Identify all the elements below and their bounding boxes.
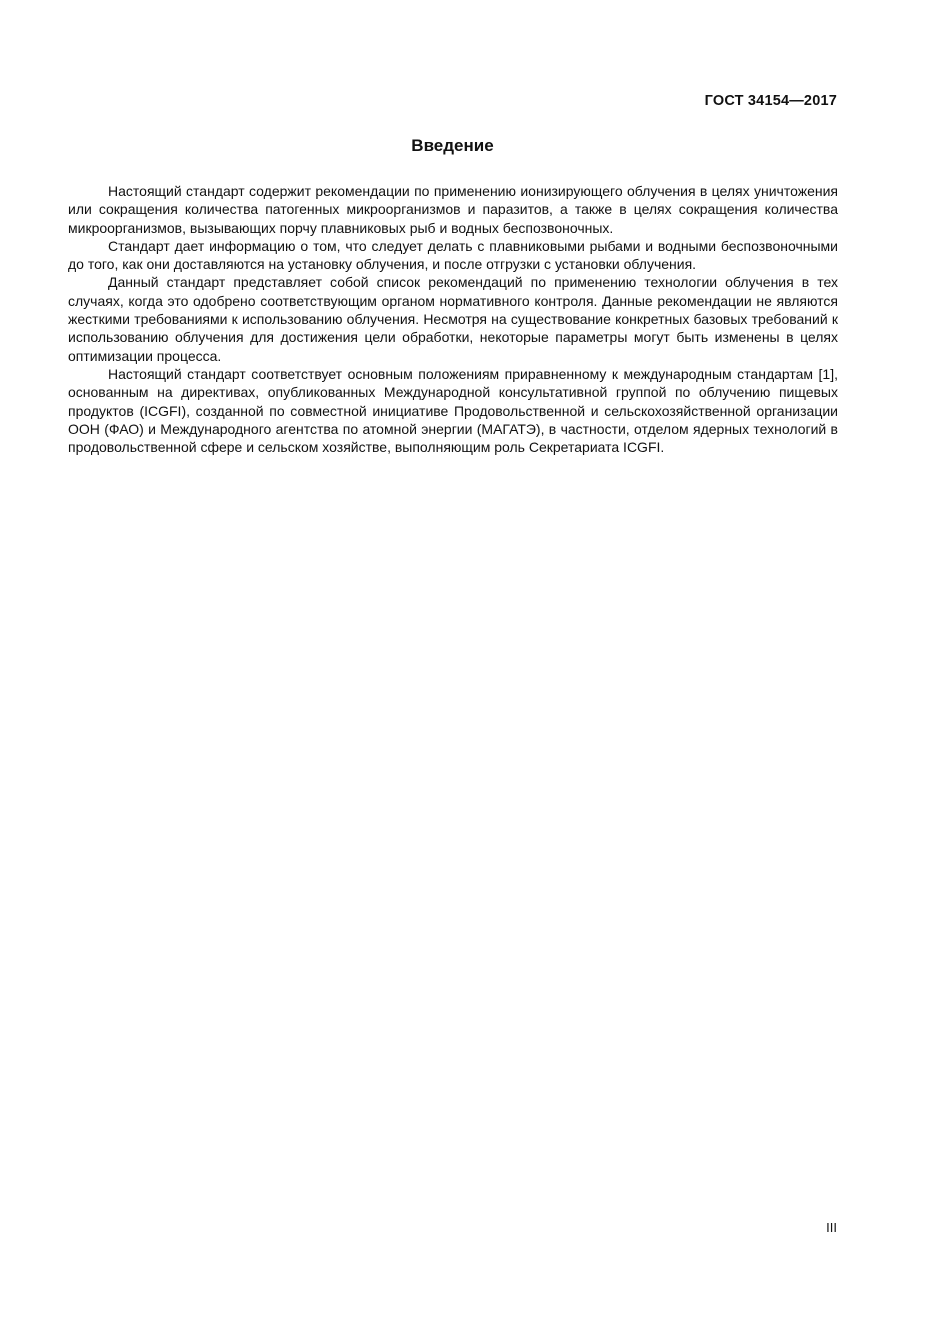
page-number: III [826, 1220, 837, 1235]
paragraph-2: Стандарт дает информацию о том, что следует делать с плавниковыми рыбами и водными беспозвоночными до того, как они доставляются на установку облучения, и после отгрузки с установки облучения. [68, 237, 838, 273]
paragraph-4: Настоящий стандарт соответствует основным положениям приравненному к международным стандартам [1], основанным на директивах, опубликованных Международной консультативной группой по облучению пищевых продуктов (ICGFI), созданной по совместной инициативе Продовольственной и сельскохозяйственной организации ООН (ФАО) и Международного агентства по атомной энергии (МАГАТЭ), в частности, отделом ядерных технологий в продовольственной сфере и сельском хозяйстве, выполняющим роль Секретариата ICGFI. [68, 365, 838, 456]
paragraph-1: Настоящий стандарт содержит рекомендации по применению ионизирующего облучения в целях уничтожения или сокращения количества патогенных микроорганизмов и паразитов, а также в целях сокращения количества микроорганизмов, вызывающих порчу плавниковых рыб и водных беспозвоночных. [68, 183, 838, 236]
document-code: ГОСТ 34154—2017 [704, 93, 837, 109]
section-title: Введение [411, 136, 494, 155]
paragraph-3: Данный стандарт представляет собой список рекомендаций по применению технологии облучения в тех случаях, когда это одобрено соответствующим органом нормативного контроля. Данные рекомендации не являются жесткими требованиями к использованию облучения. Несмотря на существование конкретных базовых требований к использованию облучения для достижения цели обработки, некоторые параметры могут быть изменены в целях оптимизации процесса. [68, 274, 838, 364]
body-text [68, 182, 838, 456]
